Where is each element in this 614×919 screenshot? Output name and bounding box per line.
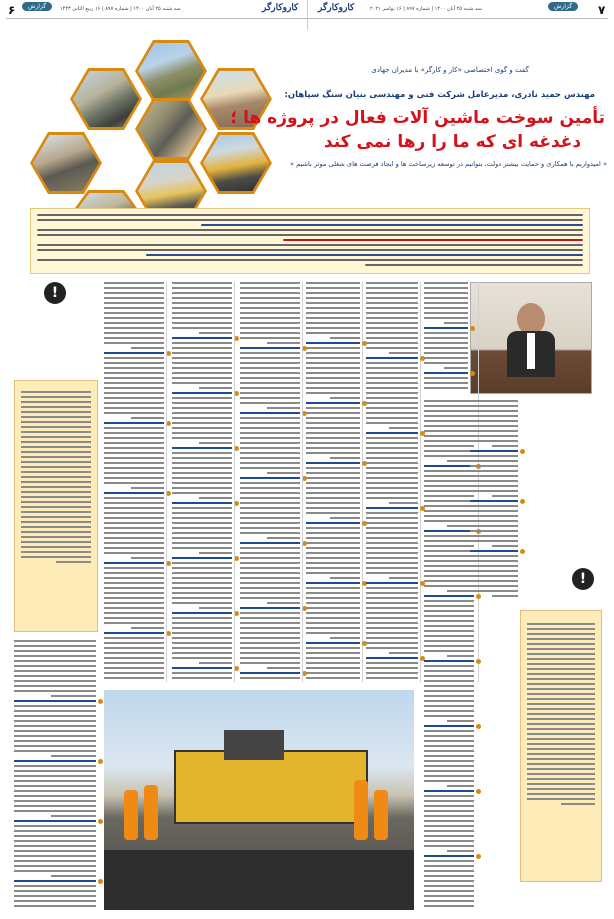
column-rule bbox=[234, 282, 235, 682]
intro-box bbox=[30, 208, 590, 274]
page-header bbox=[0, 0, 614, 30]
text-column bbox=[306, 282, 360, 682]
section-badge-right: گزارش bbox=[548, 2, 578, 11]
article-headline-line1: تأمین سوخت ماشین آلات فعال در پروژه ها ؛ bbox=[230, 108, 605, 128]
column-rule bbox=[420, 282, 421, 682]
question-bullet bbox=[98, 699, 103, 704]
question-bullet bbox=[476, 854, 481, 859]
quote-icon: ! bbox=[572, 568, 594, 590]
question-bullet bbox=[476, 659, 481, 664]
question-bullet bbox=[476, 789, 481, 794]
question-bullet bbox=[470, 371, 475, 376]
header-rule bbox=[6, 18, 608, 19]
quote-icon: ! bbox=[44, 282, 66, 304]
article-kicker: گفت و گوی اختصاصی «کار و کارگر» با مدیران جهادی bbox=[371, 66, 529, 74]
masthead-logo-left: کاروکارگر bbox=[262, 3, 299, 13]
intro-text bbox=[37, 214, 583, 269]
issue-line-left: سه شنبه ۲۵ آبان ۱۴۰۰ | شماره ۸۹۷ | ۱۶ ربیع الثانی ۱۴۴۳ bbox=[60, 6, 181, 12]
page-number-right: ۷ bbox=[598, 3, 606, 17]
question-bullet bbox=[98, 819, 103, 824]
column-rule bbox=[166, 282, 167, 682]
page-number-left: ۶ bbox=[8, 3, 16, 17]
question-bullet bbox=[470, 326, 475, 331]
text-column bbox=[366, 282, 418, 682]
question-bullet bbox=[98, 879, 103, 884]
page-gutter bbox=[307, 0, 308, 30]
issue-line-right: سه شنبه ۲۵ آبان ۱۴۰۰ | شماره ۸۹۷ | ۱۶ نوامبر ۲۰۲۱ bbox=[370, 6, 482, 12]
text-column bbox=[424, 282, 468, 392]
sidebar-box-left bbox=[14, 380, 98, 632]
article-deck: « امیدواریم با همکاری و حمایت بیشتر دولت، بتوانیم در توسعه زیرساخت ها و ایجاد فرصت های شغلی موثر باشیم » bbox=[289, 160, 607, 168]
section-badge-left: گزارش bbox=[22, 2, 52, 11]
question-bullet bbox=[520, 499, 525, 504]
text-column bbox=[14, 640, 96, 910]
text-column bbox=[240, 282, 300, 682]
question-bullet bbox=[476, 724, 481, 729]
masthead-logo-right: کاروکارگر bbox=[318, 3, 355, 13]
sidebar-box-right bbox=[520, 610, 602, 882]
column-rule bbox=[302, 282, 303, 682]
article-headline-line2: دغدغه ای که ما را رها نمی کند bbox=[323, 132, 582, 152]
question-bullet bbox=[520, 549, 525, 554]
text-column bbox=[424, 400, 474, 910]
text-column bbox=[470, 400, 518, 600]
interviewee-photo bbox=[470, 282, 592, 394]
question-bullet bbox=[98, 759, 103, 764]
question-bullet bbox=[520, 449, 525, 454]
text-column bbox=[172, 282, 232, 682]
road-paving-photo bbox=[104, 690, 414, 910]
text-column bbox=[104, 282, 164, 682]
article-subhead: مهندس حمید نادری، مدیرعامل شرکت فنی و مهندسی بنیان سنگ سپاهان: bbox=[284, 90, 595, 100]
